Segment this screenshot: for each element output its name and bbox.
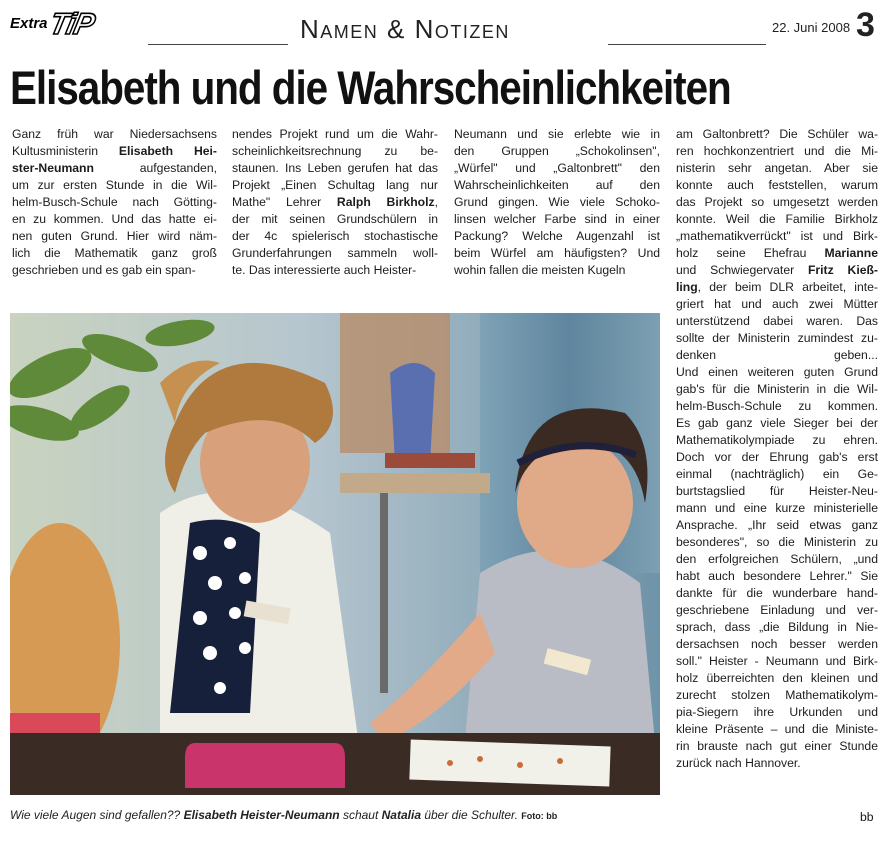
article-line: griert hat und auch zwei Mütter bbox=[676, 297, 878, 311]
article-line: Grund gingen. Wie viele Schoko- bbox=[454, 195, 660, 209]
caption-text-1: Wie viele Augen sind gefallen?? bbox=[10, 808, 184, 822]
article-line: ling, der beim DLR arbeitet, inte- bbox=[676, 280, 878, 294]
article-photo bbox=[10, 313, 660, 795]
article-headline: Elisabeth und die Wahrscheinlichkeiten bbox=[10, 61, 731, 114]
article-line: besonderes", so die Ministerin zu bbox=[676, 535, 878, 549]
article-line: dersachsen noch besser werden bbox=[676, 637, 878, 651]
article-line: gab's für die Ministerin in die Wil- bbox=[676, 382, 878, 396]
article-line: unterstützend dabei waren. Das bbox=[676, 314, 878, 328]
article-line: pia-Siegern ihre Urkunden und bbox=[676, 705, 878, 719]
article-line: beim Würfel am häufigsten? Und bbox=[454, 246, 660, 260]
article-line: Es gab ganz viele Sieger bei der bbox=[676, 416, 878, 430]
article-column-1 bbox=[12, 126, 217, 279]
article-line: Ansprache. „Ihr seid etwas ganz bbox=[676, 518, 878, 532]
caption-text-3: über die Schulter. bbox=[421, 808, 522, 822]
article-line: linsen welcher Farbe sind in einer bbox=[454, 212, 660, 226]
article-line: mann und eine kurze ministerielle bbox=[676, 501, 878, 515]
article-line: zurück nach Hannover. bbox=[676, 756, 801, 770]
caption-name-student: Natalia bbox=[381, 808, 421, 822]
article-line: wohin fallen die meisten Kugeln bbox=[454, 263, 626, 277]
article-line: helm-Busch-Schule zu kommen. bbox=[676, 399, 878, 413]
article-line: geschriebene Einladung und ver- bbox=[676, 603, 878, 617]
article-line: holz seine Ehefrau Marianne bbox=[676, 246, 878, 260]
article-line: sollte der Ministerin zumindest zu- bbox=[676, 331, 878, 345]
masthead-rule-right bbox=[608, 44, 766, 45]
article-line: helm-Busch-Schule nach Götting- bbox=[12, 195, 217, 209]
article-line: Wahrscheinlichkeiten auf den bbox=[454, 178, 660, 192]
article-line: scheinlichkeitsrechnung zu be- bbox=[232, 144, 438, 158]
article-line: „Würfel" und „Galtonbrett" den bbox=[454, 161, 660, 175]
article-line: rin brauste nach gut einer Stunde bbox=[676, 739, 878, 753]
article-line: ster-Neumann aufgestanden, bbox=[12, 161, 217, 175]
article-line: Mathe" Lehrer Ralph Birkholz, bbox=[232, 195, 438, 209]
article-line: der 4c spielerisch stochastische bbox=[232, 229, 438, 243]
article-line: und Schwiegervater Fritz Kieß- bbox=[676, 263, 878, 277]
article-line: Packung? Welche Augenzahl ist bbox=[454, 229, 660, 243]
article-line: Kultusministerin Elisabeth Hei- bbox=[12, 144, 217, 158]
article-line: Neumann und sie erlebte wie in bbox=[454, 127, 660, 141]
article-line: Grunderfahrungen sammeln woll- bbox=[232, 246, 438, 260]
article-column-2 bbox=[232, 126, 438, 279]
newspaper-logo bbox=[10, 6, 97, 41]
caption-name-minister: Elisabeth Heister-Neumann bbox=[183, 808, 340, 822]
article-line: Mathematikolympiade zu ehren. bbox=[676, 433, 878, 447]
article-line: staunen. Ins Leben gerufen hat das bbox=[232, 161, 438, 175]
article-line: lich die Mathematik ganz groß bbox=[12, 246, 217, 260]
article-line: dankte für die wunderbare hand- bbox=[676, 586, 878, 600]
article-line: den erfolgreichen Schülern, „und bbox=[676, 552, 878, 566]
article-line: en zu kommen. Und das hatte ei- bbox=[12, 212, 217, 226]
article-line: ren hochkonzentriert und die Mi- bbox=[676, 144, 878, 158]
caption-text-2: schaut bbox=[339, 808, 382, 822]
article-line: konnte auch feststellen, warum bbox=[676, 178, 878, 192]
logo-tip: TiP bbox=[46, 8, 97, 41]
article-line: den Gruppen „Schokolinsen", bbox=[454, 144, 660, 158]
issue-date: 22. Juni 2008 bbox=[772, 20, 851, 35]
photo-credit: Foto: bb bbox=[521, 811, 558, 821]
article-line: nen guten Grund. Hier wird näm- bbox=[12, 229, 217, 243]
article-line: nendes Projekt rund um die Wahr- bbox=[232, 127, 438, 141]
article-line: einmal (nachträglich) ein Ge- bbox=[676, 467, 878, 481]
article-line: Ganz früh war Niedersachsens bbox=[12, 127, 217, 141]
photo-illustration bbox=[10, 313, 660, 795]
article-line: denken geben... bbox=[676, 348, 878, 362]
author-signoff: bb bbox=[860, 810, 874, 824]
article-line: sprach, dass „die Bildung in Nie- bbox=[676, 620, 878, 634]
article-column-4 bbox=[676, 126, 878, 772]
masthead-rule-left bbox=[148, 44, 288, 45]
masthead bbox=[0, 0, 888, 55]
logo-extra: Extra bbox=[10, 15, 48, 32]
article-line: Projekt „Einen Schultag lang nur bbox=[232, 178, 438, 192]
article-column-3 bbox=[454, 126, 660, 279]
article-line: Und einen weiteren guten Grund bbox=[676, 365, 878, 379]
article-line: konnte. Weil die Familie Birkholz bbox=[676, 212, 878, 226]
article-line: der mit seinen Grundschülern in bbox=[232, 212, 438, 226]
article-line: zurecht stolzen Mathematikolym- bbox=[676, 688, 878, 702]
photo-caption bbox=[10, 808, 662, 822]
article-line: te. Das interessierte auch Heister- bbox=[232, 263, 417, 277]
article-line: habt auch besondere Lehrer." Sie bbox=[676, 569, 878, 583]
article-line: um zur ersten Stunde in die Wil- bbox=[12, 178, 217, 192]
section-title: Namen & Notizen bbox=[300, 14, 510, 44]
article-line: nisterin sehr angetan. Aber sie bbox=[676, 161, 878, 175]
article-line: holz überreichten den kleinen und bbox=[676, 671, 878, 685]
page-number: 3 bbox=[856, 6, 875, 44]
article-line: Doch vor der Ehrung gab's erst bbox=[676, 450, 878, 464]
article-line: am Galtonbrett? Die Schüler wa- bbox=[676, 127, 878, 141]
article-line: kleine Präsente – und die Ministe- bbox=[676, 722, 878, 736]
article-line: „mathematikverrückt" ist und Birk- bbox=[676, 229, 878, 243]
article-line: burtstagslied für Heister-Neu- bbox=[676, 484, 878, 498]
article-line: geschrieben und es gab ein span- bbox=[12, 263, 196, 277]
article-line: soll." Heister - Neumann und Birk- bbox=[676, 654, 878, 668]
article-line: das Projekt so umgesetzt werden bbox=[676, 195, 878, 209]
